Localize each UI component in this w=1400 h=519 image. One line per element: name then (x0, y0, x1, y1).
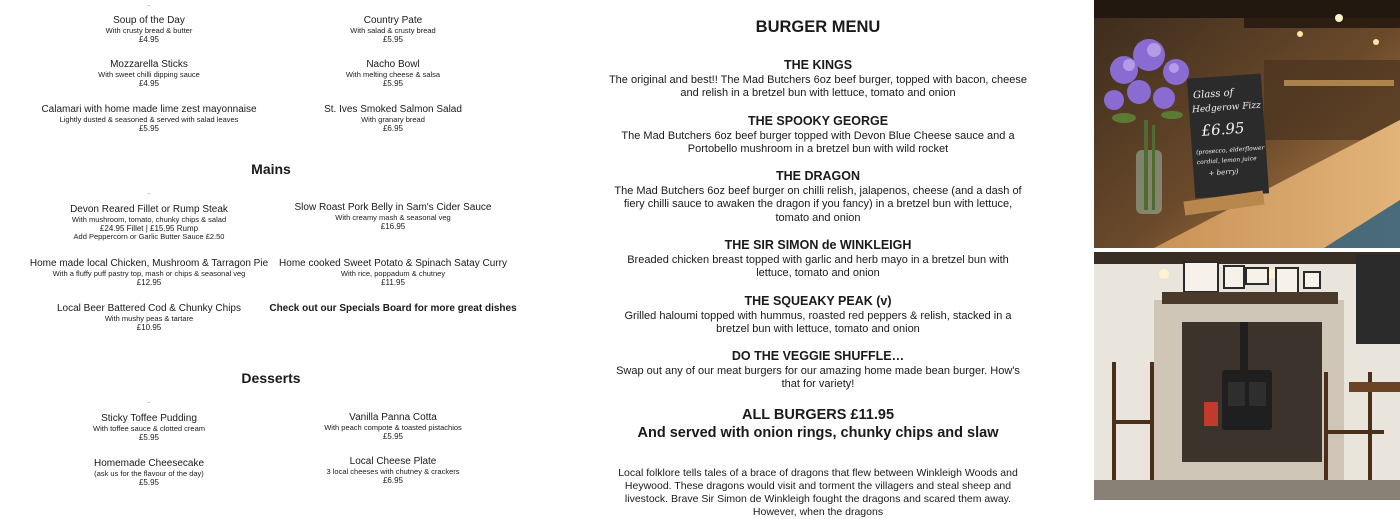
item-price: £10.95 (136, 323, 162, 333)
separator-dot: · (147, 1, 151, 10)
item-price: £6.95 (382, 124, 404, 134)
chalk-text: Glass of (1192, 87, 1234, 102)
item-description: With melting cheese & salsa (345, 69, 441, 79)
item-description: 3 local cheeses with chutney & crackers (326, 466, 460, 476)
burger-item (608, 59, 1028, 101)
item-description: (ask us for the flavour of the day) (94, 468, 204, 478)
item-name: Homemade Cheesecake (93, 458, 205, 469)
chalk-text: Hedgerow Fizz (1191, 100, 1262, 116)
item-price: £4.95 (138, 35, 160, 45)
burger-menu-title: BURGER MENU (755, 18, 881, 36)
item-name: Vanilla Panna Cotta (349, 412, 437, 423)
item-price: £16.95 (380, 222, 406, 232)
chalk-text: + berry) (1208, 167, 1239, 178)
item-name: Sticky Toffee Pudding (101, 413, 197, 424)
item-price: £6.95 (382, 476, 404, 486)
menu-item (93, 413, 205, 442)
item-name: Home cooked Sweet Potato & Spinach Satay Curry (279, 258, 507, 269)
burger-name: THE SPOOKY GEORGE (747, 114, 889, 128)
mains-heading: Mains (251, 161, 291, 177)
item-price: £5.95 (382, 35, 404, 45)
item-extra: Add Peppercorn or Garlic Butter Sauce £2.50 (73, 232, 225, 242)
desserts-heading: Desserts (241, 370, 301, 386)
menu-item (57, 303, 241, 332)
item-description: With mushy peas & tartare (104, 313, 194, 323)
item-name: Local Beer Battered Cod & Chunky Chips (57, 303, 241, 314)
burger-description: Grilled haloumi topped with hummus, roasted red peppers & relish, stacked in a bretzel bun with lettuce, tomato and onion (624, 309, 1012, 335)
menu-item (41, 104, 256, 133)
menu-item (350, 15, 435, 44)
item-name: Mozzarella Sticks (110, 59, 188, 70)
burger-description: The Mad Butchers 6oz beef burger topped with Devon Blue Cheese sauce and a Portobello mushroom in a bretzel bun with wild rocket (621, 129, 1015, 155)
item-price: £4.95 (138, 79, 160, 89)
item-description: With crusty bread & butter (105, 25, 193, 35)
item-price: £12.95 (136, 278, 162, 288)
burger-name: DO THE VEGGIE SHUFFLE… (731, 349, 905, 363)
burger-description: The Mad Butchers 6oz beef burger on chilli relish, jalapenos, cheese (and a dash of fiery chilli sauce to awaken the dragon if you fancy) in a bretzel bun with lettuce, tomato and onion (614, 184, 1022, 224)
burger-name: THE SIR SIMON de WINKLEIGH (724, 238, 912, 252)
burger-price-block (638, 406, 999, 442)
burger-description: Breaded chicken breast topped with garlic and herb mayo in a bretzel bun with lettuce, tomato and onion (627, 253, 1009, 279)
menu-item (295, 202, 492, 231)
burger-name: THE KINGS (783, 58, 853, 72)
menu-item (324, 104, 462, 133)
item-price: £5.95 (382, 432, 404, 442)
menu-item (106, 15, 193, 44)
burger-price: ALL BURGERS £11.95 (741, 407, 895, 423)
folklore-text: Local folklore tells tales of a brace of dragons that flew between Winkleigh Woods and Heywood. These dragons would visit and torment the villagers and steal sheep and livestock. Brave Sir Simon de Winkleigh fought the dragons and scared them away. However, when the dragons (618, 467, 1018, 518)
item-price: £11.95 (381, 278, 405, 288)
item-name: Devon Reared Fillet or Rump Steak (70, 204, 228, 215)
item-description: With sweet chilli dipping sauce (98, 69, 200, 79)
item-description: With salad & crusty bread (350, 25, 436, 35)
burger-item (608, 350, 1028, 392)
bar-photo (1094, 0, 1400, 248)
menu-item (327, 456, 460, 485)
specials-note: Check out our Specials Board for more great dishes (269, 303, 517, 314)
item-description: With a fluffy puff pastry top, mash or chips & seasonal veg (52, 268, 246, 278)
burger-item (608, 239, 1028, 281)
burger-item (608, 170, 1028, 225)
chalk-text: (prosecco, elderflower (1195, 144, 1265, 157)
burger-description: Swap out any of our meat burgers for our amazing home made bean burger. How's that for variety! (616, 364, 1020, 390)
item-description: With creamy mash & seasonal veg (335, 212, 451, 222)
item-description: With granary bread (361, 114, 425, 124)
item-name: Soup of the Day (113, 15, 185, 26)
menu-item (98, 59, 200, 88)
item-name: Local Cheese Plate (349, 456, 437, 467)
item-price: £24.95 Fillet | £15.95 Rump (99, 224, 199, 234)
item-name: Slow Roast Pork Belly in Sam's Cider Sauce (294, 202, 492, 213)
item-name: Country Pate (363, 15, 423, 26)
item-description: With mushroom, tomato, chunky chips & salad (71, 214, 227, 224)
chalk-text: £6.95 (1200, 118, 1246, 140)
chalk-text: cordial, lemon juice (1196, 155, 1257, 167)
fireplace-photo (1094, 252, 1400, 500)
burger-description: The original and best!! The Mad Butchers 6oz beef burger, topped with bacon, cheese and relish in a bretzel bun with lettuce, tomato and onion (608, 73, 1028, 99)
menu-item (70, 204, 228, 242)
menu-item (279, 258, 507, 287)
item-description: With peach compote & toasted pistachios (324, 422, 462, 432)
item-name: Home made local Chicken, Mushroom & Tarragon Pie (29, 258, 269, 269)
separator-dot: · (147, 189, 151, 198)
item-name: Calamari with home made lime zest mayonnaise (41, 104, 257, 115)
menu-item (30, 258, 268, 287)
item-description: Lightly dusted & seasoned & served with salad leaves (59, 114, 239, 124)
burger-name: THE DRAGON (775, 169, 861, 183)
item-description: With rice, poppadum & chutney (340, 268, 446, 278)
item-description: With toffee sauce & clotted cream (93, 423, 205, 433)
burger-sides: And served with onion rings, chunky chips and slaw (637, 425, 999, 441)
burger-name: THE SQUEAKY PEAK (v) (744, 294, 892, 308)
burger-item (608, 295, 1028, 337)
burger-item (608, 115, 1028, 157)
menu-item (324, 412, 462, 441)
menu-item (346, 59, 440, 88)
item-price: £5.95 (138, 433, 160, 443)
menu-item (94, 458, 204, 487)
item-price: £5.95 (138, 478, 160, 488)
item-price: £5.95 (382, 79, 404, 89)
separator-dot: · (147, 398, 151, 407)
item-name: St. Ives Smoked Salmon Salad (324, 104, 462, 115)
item-name: Nacho Bowl (366, 59, 420, 70)
item-price: £5.95 (138, 124, 160, 134)
